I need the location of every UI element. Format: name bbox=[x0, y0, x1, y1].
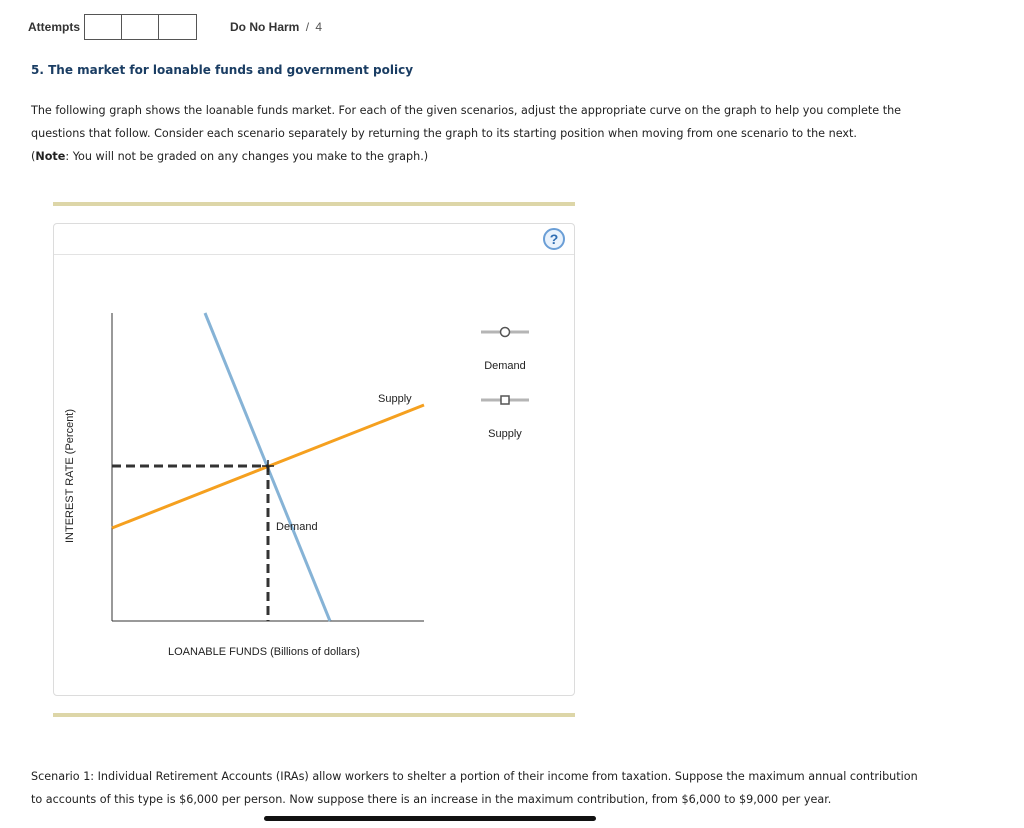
demand-tool-label: Demand bbox=[484, 360, 526, 372]
grading-mode: Do No Harm bbox=[230, 20, 300, 34]
y-axis-label: INTEREST RATE (Percent) bbox=[64, 408, 76, 544]
supply-curve-label: Supply bbox=[378, 393, 412, 405]
points-value: 4 bbox=[315, 20, 323, 34]
supply-tool-icon[interactable] bbox=[481, 396, 529, 404]
demand-curve-label: Demand bbox=[276, 521, 318, 533]
demand-tool-icon[interactable] bbox=[481, 328, 529, 337]
supply-tool-label: Supply bbox=[488, 428, 522, 440]
help-glyph: ? bbox=[549, 231, 559, 247]
x-axis-label: LOANABLE FUNDS (Billions of dollars) bbox=[168, 646, 360, 658]
note-open: ( bbox=[31, 150, 36, 163]
question-title: 5. The market for loanable funds and government policy bbox=[31, 63, 414, 77]
attempts-label: Attempts bbox=[28, 20, 81, 34]
scenario-1-text: Scenario 1: Individual Retirement Accounts (IRAs) allow workers to shelter a portion of their income from taxation. Suppose the maximum annual contribution to accounts of this type is $6,000 per person. Now suppose there is an increase in the maximum contribution, from $6,000 to $9,000 per year. bbox=[31, 770, 918, 806]
bottom-divider bbox=[53, 713, 575, 717]
note-text: : You will not be graded on any changes you make to the graph.) bbox=[65, 150, 429, 163]
intro-text: The following graph shows the loanable funds market. For each of the given scenarios, adjust the appropriate curve on the graph to help you complete the questions that follow. Consider each scenario separately by returning the graph to its starting position when moving from one scenario to the next. bbox=[31, 104, 902, 140]
points-separator: / bbox=[305, 20, 310, 34]
scroll-indicator[interactable] bbox=[264, 816, 596, 821]
note-label: Note bbox=[35, 150, 66, 163]
